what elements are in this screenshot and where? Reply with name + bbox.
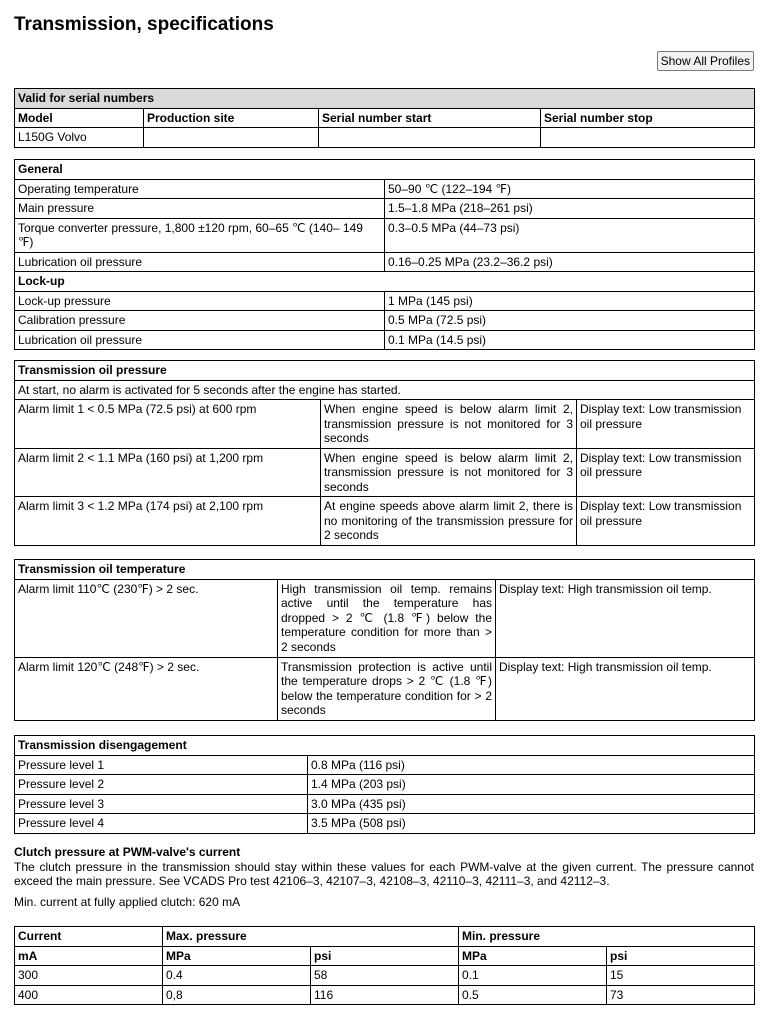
alarm-description-cell: At engine speeds above alarm limit 2, there is no monitoring of the transmission pressure for 2 seconds (321, 497, 577, 546)
oil-pressure-table (14, 360, 755, 546)
table-row (15, 179, 755, 199)
unit-mpa: MPa (459, 946, 607, 966)
clutch-text: The clutch pressure in the transmission should stay within these values for each PWM-valve at the given current. The pressure cannot exceed the main pressure. See VCADS Pro test 42106–3, 42107–3, 42108–3, 42110–3, 42111–3, and 42112–3. (14, 859, 754, 888)
table-row (15, 199, 755, 219)
pressure-value-cell: 0.8 MPa (116 psi) (308, 755, 755, 775)
pressure-value-cell: 3.5 MPa (508 psi) (308, 814, 755, 834)
spec-value: 1 MPa (145 psi) (385, 291, 755, 311)
general-table (14, 159, 755, 350)
max-psi-cell: 58 (311, 966, 459, 986)
spec-label: Main pressure (15, 199, 385, 219)
col-model: Model (15, 108, 144, 128)
alarm-limit-cell: Alarm limit 2 < 1.1 MPa (160 psi) at 1,200 rpm (15, 448, 321, 497)
col-serial-stop: Serial number stop (541, 108, 755, 128)
spec-value: 0.3–0.5 MPa (44–73 psi) (385, 218, 755, 252)
table-row (15, 775, 755, 795)
spec-value: 0.1 MPa (14.5 psi) (385, 330, 755, 350)
col-max-pressure: Max. pressure (163, 927, 459, 947)
min-psi-cell: 73 (607, 985, 755, 1005)
spec-value: 50–90 ℃ (122–194 ℉) (385, 179, 755, 199)
table-row (15, 330, 755, 350)
min-mpa-cell: 0.1 (459, 966, 607, 986)
col-current: Current (15, 927, 163, 947)
current-cell: 400 (15, 985, 163, 1005)
model-cell: L150G Volvo (15, 128, 144, 148)
pressure-level-cell: Pressure level 1 (15, 755, 308, 775)
show-all-profiles-button[interactable]: Show All Profiles (657, 51, 754, 71)
clutch-section (14, 845, 754, 909)
alarm-description-cell: Transmission protection is active until the temperature drops > 2 ℃ (1.8 ℉) below the temperature condition for > 2 seconds (278, 657, 496, 720)
alarm-description-cell: High transmission oil temp. remains active until the temperature has dropped > 2 ℃ (1.8 ℉) below the temperature condition for more than > 2 seconds (278, 579, 496, 657)
table-row (15, 218, 755, 252)
table-row (15, 497, 755, 546)
display-text-cell: Display text: Low transmission oil pressure (577, 448, 755, 497)
spec-label: Calibration pressure (15, 311, 385, 331)
alarm-limit-cell: Alarm limit 120℃ (248℉) > 2 sec. (15, 657, 278, 720)
table-row (15, 291, 755, 311)
spec-value: 0.16–0.25 MPa (23.2–36.2 psi) (385, 252, 755, 272)
serial-header: Valid for serial numbers (15, 89, 755, 109)
alarm-description-cell: When engine speed is below alarm limit 2, transmission pressure is not monitored for 3 seconds (321, 400, 577, 449)
col-serial-start: Serial number start (319, 108, 541, 128)
serial-numbers-table (14, 88, 755, 148)
general-header: General (15, 160, 755, 180)
table-row (15, 966, 755, 986)
max-mpa-cell: 0.4 (163, 966, 311, 986)
lockup-header: Lock-up (15, 272, 755, 292)
pressure-value-cell: 3.0 MPa (435 psi) (308, 794, 755, 814)
table-row (15, 985, 755, 1005)
serial-stop-cell (541, 128, 755, 148)
display-text-cell: Display text: Low transmission oil pressure (577, 400, 755, 449)
pressure-level-cell: Pressure level 2 (15, 775, 308, 795)
current-cell: 300 (15, 966, 163, 986)
alarm-limit-cell: Alarm limit 3 < 1.2 MPa (174 psi) at 2,100 rpm (15, 497, 321, 546)
alarm-limit-cell: Alarm limit 110℃ (230℉) > 2 sec. (15, 579, 278, 657)
col-min-pressure: Min. pressure (459, 927, 755, 947)
table-row (15, 252, 755, 272)
serial-start-cell (319, 128, 541, 148)
pressure-level-cell: Pressure level 3 (15, 794, 308, 814)
production-site-cell (144, 128, 319, 148)
display-text-cell: Display text: High transmission oil temp. (496, 657, 755, 720)
col-production-site: Production site (144, 108, 319, 128)
min-current-text: Min. current at fully applied clutch: 620 mA (14, 894, 241, 909)
spec-label: Lubrication oil pressure (15, 252, 385, 272)
table-row (15, 794, 755, 814)
disengagement-header: Transmission disengagement (15, 736, 755, 756)
oil-pressure-note: At start, no alarm is activated for 5 seconds after the engine has started. (15, 380, 755, 400)
display-text-cell: Display text: High transmission oil temp. (496, 579, 755, 657)
table-row (15, 311, 755, 331)
page-title: Transmission, specifications (14, 14, 274, 35)
spec-label: Operating temperature (15, 179, 385, 199)
display-text-cell: Display text: Low transmission oil pressure (577, 497, 755, 546)
max-mpa-cell: 0,8 (163, 985, 311, 1005)
oil-temperature-table (14, 559, 755, 721)
pressure-value-cell: 1.4 MPa (203 psi) (308, 775, 755, 795)
max-psi-cell: 116 (311, 985, 459, 1005)
table-row (15, 448, 755, 497)
oil-pressure-header: Transmission oil pressure (15, 361, 755, 381)
table-row (15, 814, 755, 834)
clutch-table (14, 926, 755, 1005)
table-row (15, 579, 755, 657)
min-mpa-cell: 0.5 (459, 985, 607, 1005)
spec-label: Torque converter pressure, 1,800 ±120 rpm, 60–65 ℃ (140– 149 ℉) (15, 218, 385, 252)
spec-label: Lubrication oil pressure (15, 330, 385, 350)
table-row (15, 657, 755, 720)
unit-ma: mA (15, 946, 163, 966)
alarm-limit-cell: Alarm limit 1 < 0.5 MPa (72.5 psi) at 600 rpm (15, 400, 321, 449)
spec-value: 1.5–1.8 MPa (218–261 psi) (385, 199, 755, 219)
disengagement-table (14, 735, 755, 834)
pressure-level-cell: Pressure level 4 (15, 814, 308, 834)
unit-psi: psi (607, 946, 755, 966)
table-row (15, 400, 755, 449)
clutch-heading: Clutch pressure at PWM-valve's current (14, 845, 241, 859)
table-row (15, 755, 755, 775)
alarm-description-cell: When engine speed is below alarm limit 2, transmission pressure is not monitored for 3 seconds (321, 448, 577, 497)
oil-temperature-header: Transmission oil temperature (15, 560, 755, 580)
unit-mpa: MPa (163, 946, 311, 966)
spec-value: 0.5 MPa (72.5 psi) (385, 311, 755, 331)
table-row (15, 128, 755, 148)
spec-label: Lock-up pressure (15, 291, 385, 311)
unit-psi: psi (311, 946, 459, 966)
min-psi-cell: 15 (607, 966, 755, 986)
